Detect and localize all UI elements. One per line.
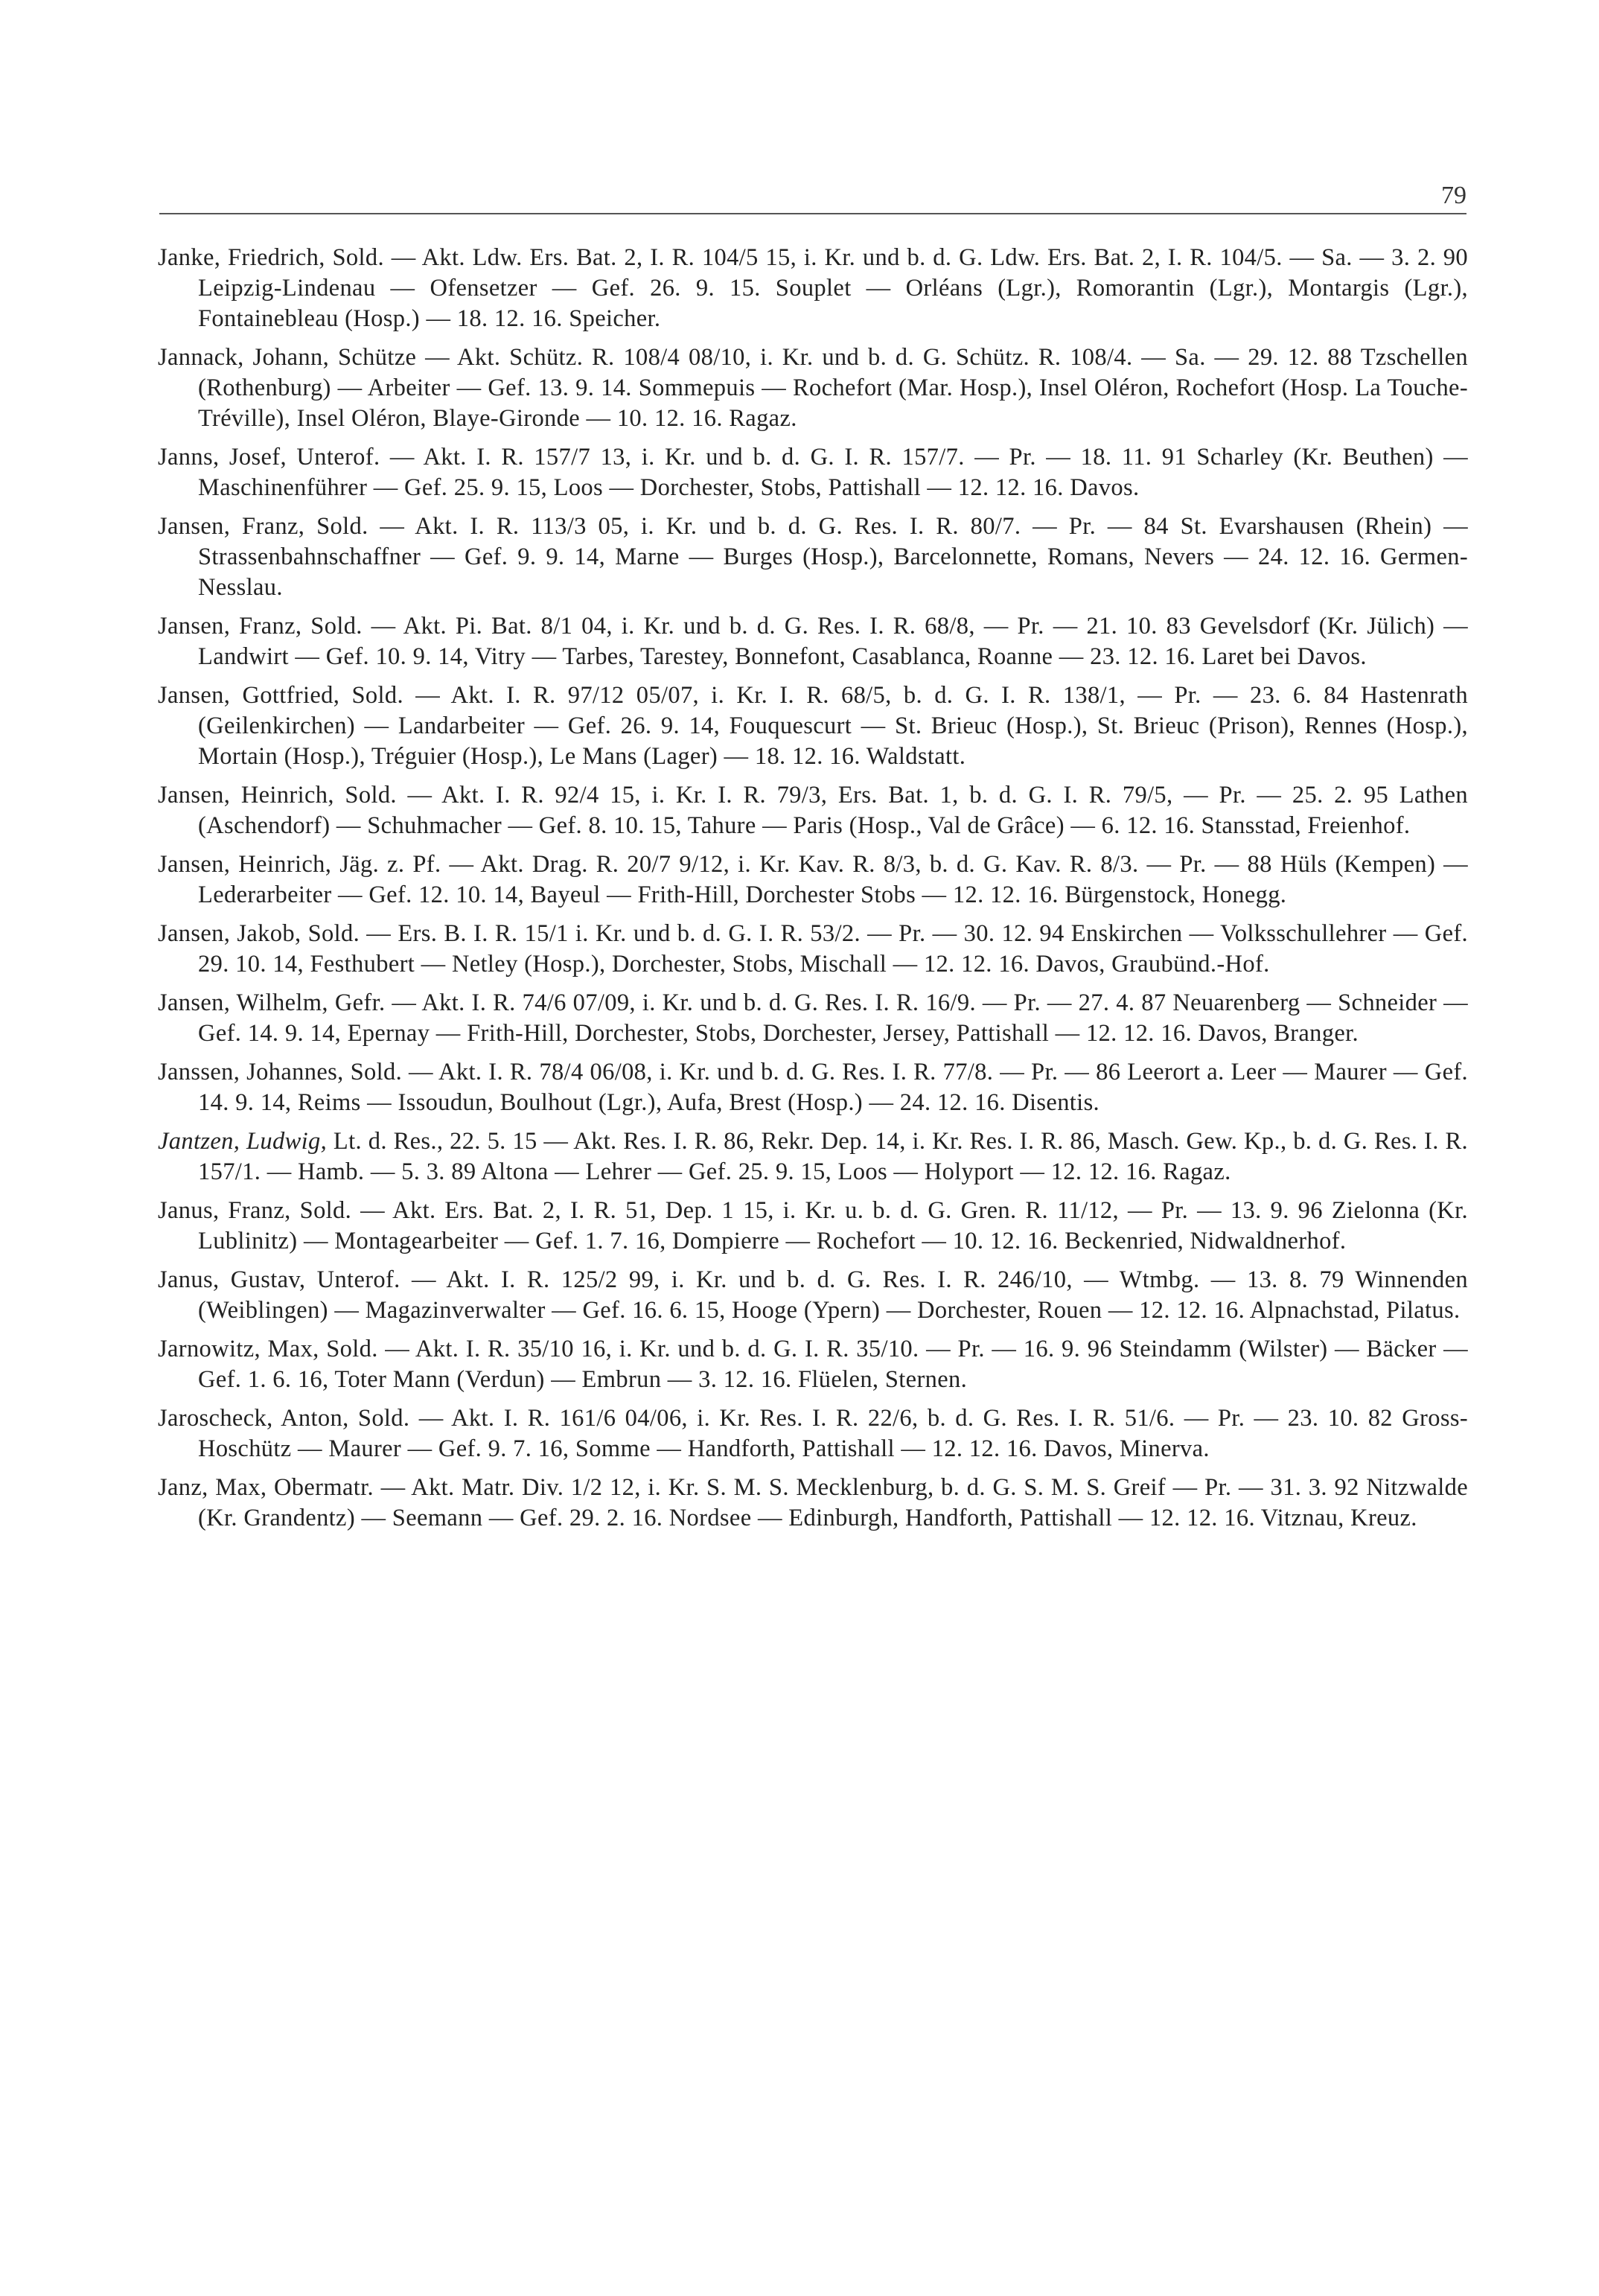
- register-entry: [158, 849, 1468, 911]
- entry-details: Sold. — Akt. I. R. 161/6 04/06, i. Kr. Res. I. R. 22/6, b. d. G. Res. I. R. 51/6. — Pr. — 23. 10. 82 Gross-Hoschütz — Maurer — Gef. 9. 7. 16, Somme — Handforth, Pattishall — 12. 12. 16. Davos, Minerva.: [198, 1405, 1468, 1462]
- entry-details: Schütze — Akt. Schütz. R. 108/4 08/10, i. Kr. und b. d. G. Schütz. R. 108/4. — Sa. — 29. 12. 88 Tzschellen (Rothenburg) — Arbeiter — Gef. 13. 9. 14. Sommepuis — Rochefort (Mar. Hosp.), Insel Oléron, Rochefort (Hosp. La Touche-Tréville), Insel Oléron, Blaye-Gironde — 10. 12. 16. Ragaz.: [198, 344, 1468, 432]
- register-entry: [158, 1265, 1468, 1326]
- register-entry: [158, 442, 1468, 503]
- entry-name: Jansen, Jakob,: [158, 920, 301, 947]
- register-entry: [158, 1057, 1468, 1118]
- entry-name: Janke, Friedrich,: [158, 244, 325, 271]
- register-entry: [158, 1334, 1468, 1395]
- entry-details: Sold. — Akt. Ldw. Ers. Bat. 2, I. R. 104/5 15, i. Kr. und b. d. G. Ldw. Ers. Bat. 2, I. R. 104/5. — Sa. — 3. 2. 90 Leipzig-Lindenau — Ofensetzer — Gef. 26. 9. 15. Souplet — Orléans (Lgr.), Romorantin (Lgr.), Montargis (Lgr.), Fontainebleau (Hosp.) — 18. 12. 16. Speicher.: [198, 244, 1469, 332]
- entry-details: Unterof. — Akt. I. R. 125/2 99, i. Kr. und b. d. G. Res. I. R. 246/10, — Wtmbg. — 13. 8. 79 Winnenden (Weiblingen) — Magazinverwalter — Gef. 16. 6. 15, Hooge (Ypern) — Dorchester, Rouen — 12. 12. 16. Alpnachstad, Pilatus.: [198, 1266, 1468, 1324]
- entry-name: Janns, Josef,: [158, 444, 287, 471]
- entry-details: Unterof. — Akt. I. R. 157/7 13, i. Kr. und b. d. G. I. R. 157/7. — Pr. — 18. 11. 91 Scharley (Kr. Beuthen) — Maschinenführer — Gef. 25. 9. 15, Loos — Dorchester, Stobs, Pattishall — 12. 12. 16. Davos.: [198, 444, 1468, 501]
- entry-name: Jannack, Johann,: [158, 344, 330, 371]
- register-entry: [158, 919, 1468, 980]
- entry-name: Jansen, Gottfried,: [158, 682, 340, 709]
- entry-name: Jantzen, Ludwig,: [158, 1128, 328, 1155]
- register-entry: [158, 988, 1468, 1049]
- entry-details: Lt. d. Res., 22. 5. 15 — Akt. Res. I. R. 86, Rekr. Dep. 14, i. Kr. Res. I. R. 86, Masch. Gew. Kp., b. d. G. Res. I. R. 157/1. — Hamb. — 5. 3. 89 Altona — Lehrer — Gef. 25. 9. 15, Loos — Holyport — 12. 12. 16. Ragaz.: [198, 1128, 1468, 1185]
- entry-name: Jansen, Heinrich,: [158, 851, 332, 878]
- entry-details: Sold. — Akt. I. R. 35/10 16, i. Kr. und b. d. G. I. R. 35/10. — Pr. — 16. 9. 96 Steindamm (Wilster) — Bäcker — Gef. 1. 6. 16, Toter Mann (Verdun) — Embrun — 3. 12. 16. Flüelen, Sternen.: [198, 1336, 1468, 1393]
- entry-details: Sold. — Akt. Ers. Bat. 2, I. R. 51, Dep. 1 15, i. Kr. u. b. d. G. Gren. R. 11/12, — Pr. — 13. 9. 96 Zielonna (Kr. Lublinitz) — Montagearbeiter — Gef. 1. 7. 16, Dompierre — Rochefort — 10. 12. 16. Beckenried, Nidwaldnerhof.: [198, 1197, 1468, 1254]
- entry-details: Gefr. — Akt. I. R. 74/6 07/09, i. Kr. und b. d. G. Res. I. R. 16/9. — Pr. — 27. 4. 87 Neuarenberg — Schneider — Gef. 14. 9. 14, Epernay — Frith-Hill, Dorchester, Stobs, Dorchester, Jersey, Pattishall — 12. 12. 16. Davos, Branger.: [198, 989, 1469, 1047]
- register-entry: [158, 780, 1468, 841]
- page-header: [159, 170, 1466, 214]
- entry-name: Jansen, Wilhelm,: [158, 989, 328, 1016]
- entry-name: Janus, Franz,: [158, 1197, 291, 1224]
- entry-name: Jansen, Franz,: [158, 513, 305, 540]
- register-entry: [158, 243, 1468, 334]
- entry-details: Sold. — Ers. B. I. R. 15/1 i. Kr. und b. d. G. I. R. 53/2. — Pr. — 30. 12. 94 Enskirchen — Volksschullehrer — Gef. 29. 10. 14, Festhubert — Netley (Hosp.), Dorchester, Stobs, Mischall — 12. 12. 16. Davos, Graubünd.-Hof.: [198, 920, 1468, 978]
- register-entry: [158, 611, 1468, 672]
- entry-details: Sold. — Akt. I. R. 78/4 06/08, i. Kr. und b. d. G. Res. I. R. 77/8. — Pr. — 86 Leerort a. Leer — Maurer — Gef. 14. 9. 14, Reims — Issoudun, Boulhout (Lgr.), Aufa, Brest (Hosp.) — 24. 12. 16. Disentis.: [198, 1059, 1468, 1116]
- register-entry: [158, 1126, 1468, 1187]
- register-entry: [158, 342, 1468, 434]
- register-entries: [158, 243, 1468, 1542]
- entry-details: Obermatr. — Akt. Matr. Div. 1/2 12, i. Kr. S. M. S. Mecklenburg, b. d. G. S. M. S. Greif — Pr. — 31. 3. 92 Nitzwalde (Kr. Grandentz) — Seemann — Gef. 29. 2. 16. Nordsee — Edinburgh, Handforth, Pattishall — 12. 12. 16. Vitznau, Kreuz.: [198, 1474, 1468, 1531]
- entry-details: Sold. — Akt. I. R. 97/12 05/07, i. Kr. I. R. 68/5, b. d. G. I. R. 138/1, — Pr. — 23. 6. 84 Hastenrath (Geilenkirchen) — Landarbeiter — Gef. 26. 9. 14, Fouquescurt — St. Brieuc (Hosp.), St. Brieuc (Prison), Rennes (Hosp.), Mortain (Hosp.), Tréguier (Hosp.), Le Mans (Lager) — 18. 12. 16. Waldstatt.: [198, 682, 1468, 770]
- page-number: 79: [1441, 182, 1466, 209]
- entry-details: Jäg. z. Pf. — Akt. Drag. R. 20/7 9/12, i. Kr. Kav. R. 8/3, b. d. G. Kav. R. 8/3. — Pr. — 88 Hüls (Kempen) — Lederarbeiter — Gef. 12. 10. 14, Bayeul — Frith-Hill, Dorchester Stobs — 12. 12. 16. Bürgenstock, Honegg.: [198, 851, 1468, 908]
- entry-details: Sold. — Akt. I. R. 113/3 05, i. Kr. und b. d. G. Res. I. R. 80/7. — Pr. — 84 St. Evarshausen (Rhein) — Strassenbahnschaffner — Gef. 9. 9. 14, Marne — Burges (Hosp.), Barcelonnette, Romans, Nevers — 24. 12. 16. Germen-Nesslau.: [198, 513, 1468, 601]
- entry-details: Sold. — Akt. I. R. 92/4 15, i. Kr. I. R. 79/3, Ers. Bat. 1, b. d. G. I. R. 79/5, — Pr. — 25. 2. 95 Lathen (Aschendorf) — Schuhmacher — Gef. 8. 10. 15, Tahure — Paris (Hosp., Val de Grâce) — 6. 12. 16. Stansstad, Freienhof.: [198, 782, 1468, 839]
- entry-name: Janz, Max,: [158, 1474, 267, 1501]
- entry-name: Jansen, Franz,: [158, 613, 302, 640]
- register-entry: [158, 1196, 1468, 1257]
- entry-name: Janssen, Johannes,: [158, 1059, 344, 1085]
- register-entry: [158, 511, 1468, 603]
- register-entry: [158, 1403, 1468, 1464]
- entry-name: Janus, Gustav,: [158, 1266, 306, 1293]
- register-entry: [158, 1473, 1468, 1534]
- entry-details: Sold. — Akt. Pi. Bat. 8/1 04, i. Kr. und b. d. G. Res. I. R. 68/8, — Pr. — 21. 10. 83 Gevelsdorf (Kr. Jülich) — Landwirt — Gef. 10. 9. 14, Vitry — Tarbes, Tarestey, Bonnefont, Casablanca, Roanne — 23. 12. 16. Laret bei Davos.: [198, 613, 1468, 670]
- entry-name: Jaroscheck, Anton,: [158, 1405, 349, 1432]
- entry-name: Jarnowitz, Max,: [158, 1336, 319, 1362]
- register-entry: [158, 680, 1468, 772]
- entry-name: Jansen, Heinrich,: [158, 782, 334, 809]
